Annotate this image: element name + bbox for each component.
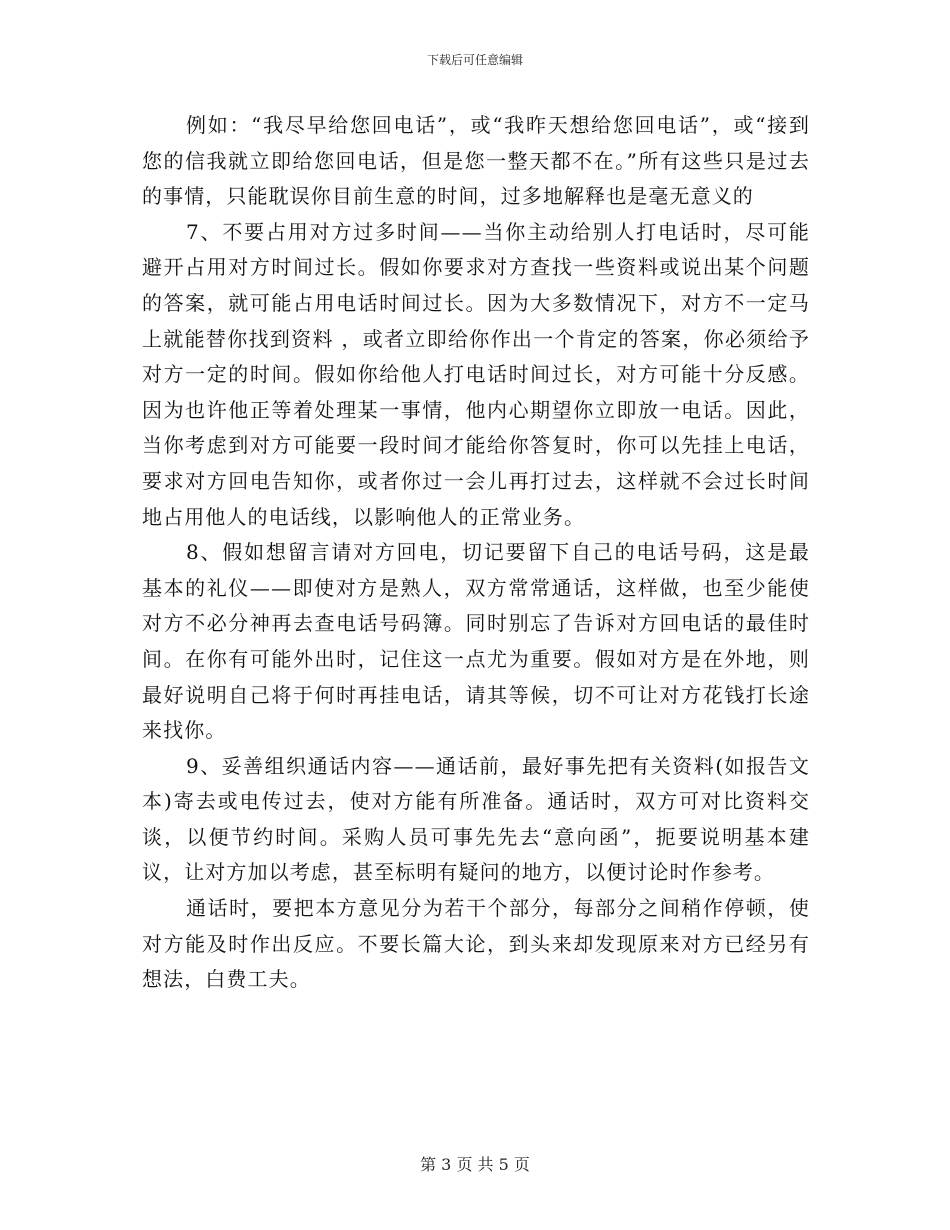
paragraph-item-8: 8、假如想留言请对方回电，切记要留下自己的电话号码，这是最基本的礼仪——即使对方是熟人，双方常常通话，这样做，也至少能使对方不必分神再去查电话号码簿。同时别忘了告诉对方回电话的最佳时间。在你有可能外出时，记住这一点尤为重要。假如对方是在外地，则最好说明自己将于何时再挂电话，请其等候，切不可让对方花钱打长途来找你。 [142,540,810,743]
paragraph-item-7: 7、不要占用对方过多时间——当你主动给别人打电话时，尽可能避开占用对方时间过长。假如你要求对方查找一些资料或说出某个问题的答案，就可能占用电话时间过长。因为大多数情况下，对方不一定马上就能替你找到资料 ，或者立即给你作出一个肯定的答案，你必须给予对方一定的时间。假如你给他人打电话时间过长，对方可能十分反感。因为也许他正等着处理某一事情，他内心期望你立即放一电话。因此，当你考虑到对方可能要一段时间才能给你答复时，你可以先挂上电话，要求对方回电告知你，或者你过一会儿再打过去，这样就不会过长时间地占用他人的电话线，以影响他人的正常业务。 [142,219,810,529]
page-number-footer: 第 3 页 共 5 页 [420,1155,530,1174]
page-header: 下载后可任意编辑 [426,53,523,67]
paragraph-item-9: 9、妥善组织通话内容——通话前，最好事先把有关资料(如报告文本)寄去或电传过去，使对方能有所准备。通话时，双方可对比资料交谈，以便节约时间。采购人员可事先先去“意向函”，扼要说明基本建议，让对方加以考虑，甚至标明有疑问的地方，以便讨论时作参考。 [142,753,810,885]
paragraph-example-callback: 例如：“我尽早给您回电话”，或“我昨天想给您回电话”，或“接到您的信我就立即给您回电话，但是您一整天都不在。”所有这些只是过去的事情，只能耽误你目前生意的时间，过多地解释也是毫无意义的 [142,113,810,209]
paragraph-call-structure: 通话时，要把本方意见分为若干个部分，每部分之间稍作停顿，使对方能及时作出反应。不要长篇大论，到头来却发现原来对方已经另有想法，白费工夫。 [142,896,810,992]
document-body [142,108,810,998]
